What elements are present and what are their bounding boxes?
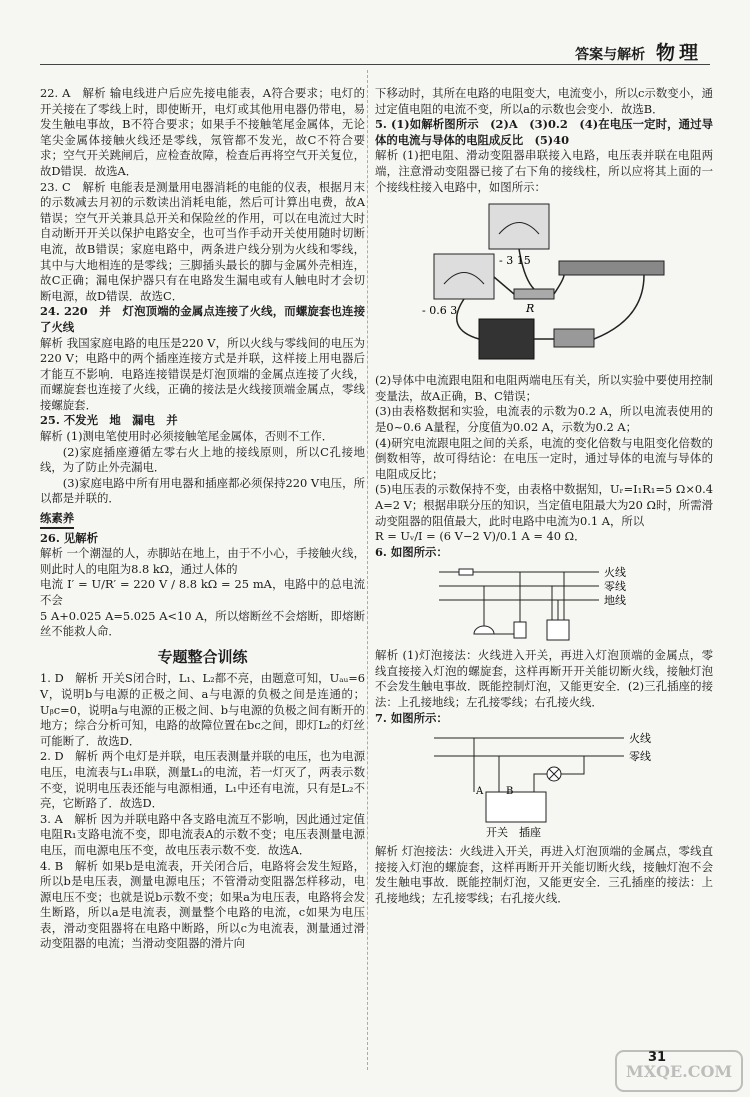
section-title: 专题整合训练	[157, 647, 248, 666]
answer-26-b: 5 A+0.025 A=5.025 A<10 A，所以熔断丝不会熔断，即熔断丝不能救人命．	[40, 608, 365, 639]
switch-icon	[514, 622, 526, 638]
lamp-icon	[474, 626, 494, 634]
fig7-b: B	[506, 786, 514, 798]
left-column	[40, 86, 365, 952]
answer-5-c: (3)由表格数据和实验，电流表的示数为0.2 A，所以电流表使用的是0~0.6 A量程，分度值为0.02 A，示数为0.2 A；	[375, 404, 713, 434]
battery-icon	[479, 319, 534, 359]
answer-5-f: R = Uᵥ/I = (6 V−2 V)/0.1 A = 40 Ω．	[375, 529, 586, 544]
answer-25-a: 解析 (1)测电笔使用时必须接触笔尾金属体，否则不工作．	[40, 429, 334, 444]
answer-22: 22. A 解析 输电线进户后应先接电能表，A符合要求；电灯的开关接在了零线上时，即使断开，电灯或其他用电器仍带电，易发生触电事故，B不符合要求；如果手不接触笔尾金属体，无论笔尖金属体接触火线还是零线，氖管都不发光，故C不符合要求；空气开关跳闸后，应检查故障，检查后再将空气开关复位，故D错误．故选A．	[40, 86, 365, 178]
ammeter-label: - 0.6 3	[422, 304, 458, 318]
header-label: 答案与解析	[575, 47, 646, 63]
voltmeter-label: - 3 15	[499, 254, 531, 268]
answer-s4: 4. B 解析 如果b是电流表，开关闭合后，电路将会发生短路，所以b是电压表，测量电源电压；不管滑动变阻器怎样移动，电源电压不变；也就是说b示数不变；如果a为电压表，电路将会发生断路，所以a是电流表，测量整个电路的电流，c如果为电压表，滑动变阻器将在电路中断路，所以c为电流表，测量通过滑动变阻器的电流；当滑动变阻器的滑片向	[40, 858, 365, 951]
wiring-figure-6	[429, 564, 659, 644]
watermark-text: MXQE.COM	[625, 1062, 733, 1081]
fuse-icon	[459, 569, 473, 575]
answer-s2: 2. D 解析 两个电灯是并联，电压表测量并联的电压，也为电源电压，电流表与L₁串联，测量L₁的电流，若一灯灭了，两表示数不变，说明电压表还能与电源相通，L₁中还有电流，只有是L₂不亮，它断路了．故选D．	[40, 749, 365, 811]
answer-24-analysis: 解析 我国家庭电路的电压是220 V，所以火线与零线间的电压为220 V；电路中的两个插座连接方式是并联，这样接上用电器后才能互不影响．电路连接错误是灯泡顶端的金属点连接了火线，而螺旋套也连接了火线，正确的接法是火线接顶端金属点，零线接螺旋套．	[40, 335, 365, 412]
page-number: 31	[648, 1050, 667, 1065]
resistor-label: R	[526, 302, 535, 316]
answer-26: 26. 见解析	[40, 530, 98, 545]
answer-s1: 1. D 解析 开关S闭合时，L₁、L₂都不亮，由题意可知，Uₐᵤ=6 V，说明b与电源的正极之间、a与电源的负极之间是连通的；Uᵦc=0，说明a与电源的正极之间、b与电源的负极之间有断开的地方；综合分析可知，电路的故障位置在bc之间，即灯L₂的灯丝可能断了．故选D．	[40, 671, 365, 748]
voltmeter-icon	[489, 204, 549, 249]
switch-socket-panel	[486, 792, 546, 822]
answer-5-a: 解析 (1)把电阻、滑动变阻器串联接入电路，电压表并联在电阻两端，注意滑动变阻器已接了右下角的接线柱，所以应将其上面的一个接线柱接入电路中，如图所示：	[375, 148, 713, 194]
resistor-icon	[514, 289, 554, 299]
answer-25: 25. 不发光 地 漏电 并	[40, 413, 178, 428]
switch-icon	[554, 329, 594, 347]
fig7-caption: 开关 插座	[486, 826, 541, 840]
answer-26-formula: 电流 I′ = U/R′ = 220 V / 8.8 kΩ = 25 mA，电路中的总电流不会	[40, 577, 365, 607]
answer-s3: 3. A 解析 因为并联电路中各支路电流互不影响，因此通过定值电阻R₁支路电流不变，即电流表A的示数不变；电压表测量电源电压，而电源电压不变，故电压表示数不变．故选A．	[40, 811, 365, 857]
answer-25-c: (3)家庭电路中所有用电器和插座都必须保持220 V电压，所以都是并联的．	[40, 475, 365, 506]
right-column	[375, 86, 713, 907]
answer-4-cont: 下移动时，其所在电路的电阻变大，电流变小，所以c示数变小，通过定值电阻的电流不变，所以a的示数也会变小．故选B．	[375, 86, 713, 116]
ammeter-icon	[434, 254, 494, 299]
answer-6: 6. 如图所示：	[375, 544, 448, 559]
fig6-live: 火线	[604, 566, 626, 580]
wiring-figure-7	[424, 730, 664, 840]
column-divider	[367, 70, 368, 1070]
socket-icon	[547, 620, 569, 640]
header-rule	[40, 64, 710, 65]
answer-23: 23. C 解析 电能表是测量用电器消耗的电能的仪表，根据月末的示数减去月初的示数读出消耗电能，然后可计算出电费，故A错误；空气开关兼具总开关和保险丝的作用，可以在电流过大时自动断开开关以保护电路安全，也可当作手动开关使用随时切断电流，故B错误；家庭电路中，两条进户线分别为火线和零线，其中与大地相连的是零线；三脚插头最长的脚与金属外壳相连，故C正确；漏电保护器只有在电路发生漏电或有人触电时才会切断电源，故D错误．故选C．	[40, 179, 365, 303]
header-subject: 物理	[655, 42, 702, 64]
circuit-photo-figure	[414, 199, 674, 369]
answer-5-d: (4)研究电流跟电阻之间的关系，电流的变化倍数与电阻变化倍数的倒数相等，故可得结论：在电压一定时，通过导体的电流与导体的电阻成反比；	[375, 435, 713, 481]
answer-25-b: (2)家庭插座遵循左零右火上地的接线原则，所以C孔接地线，为了防止外壳漏电．	[40, 444, 365, 475]
answer-7-analysis: 解析 灯泡接法：火线进入开关，再进入灯泡顶端的金属点，零线直接接入灯泡的螺旋套，这样再断开开关能切断火线，接触灯泡不会发生触电事故．既能控制灯泡，又能更安全．三孔插座的接法：上孔接地线；左孔接零线；右孔接火线．	[375, 844, 713, 906]
running-header	[575, 38, 708, 65]
fig7-a: A	[476, 786, 484, 798]
answer-7: 7. 如图所示：	[375, 710, 448, 725]
answer-26-a: 解析 一个潮湿的人，赤脚站在地上，由于不小心，手接触火线，则此时人的电阻为8.8 kΩ，通过人体的	[40, 546, 365, 576]
watermark-logo	[614, 1049, 744, 1093]
fig7-live: 火线	[629, 732, 651, 746]
answer-5-e: (5)电压表的示数保持不变，由表格中数据知，Uᵣ=I₁R₁=5 Ω×0.4 A=2 V；根据串联分压的知识，当定值电阻最大为20 Ω时，所需滑动变阻器的阻值最大，此时电路中电流为0.1 A，所以	[375, 482, 713, 528]
fig7-neutral: 零线	[629, 750, 651, 764]
fig6-ground: 地线	[604, 594, 626, 608]
answer-5: 5. (1)如解析图所示 (2)A (3)0.2 (4)在电压一定时，通过导体的电流与导体的电阻成反比 (5)40	[375, 117, 713, 147]
answer-6-analysis: 解析 (1)灯泡接法：火线进入开关，再进入灯泡顶端的金属点，零线直接接入灯泡的螺旋套，这样再断开开关能切断火线，接触灯泡不会发生触电事故．既能控制灯泡，又能更安全．(2)三孔插座的接法：上孔接地线；左孔接零线；右孔接火线．	[375, 648, 713, 710]
fig6-neutral: 零线	[604, 580, 626, 594]
answer-24: 24. 220 并 灯泡顶端的金属点连接了火线，而螺旋套也连接了火线	[40, 304, 365, 334]
section-tag: 练素养	[40, 511, 74, 529]
answer-5-b: (2)导体中电流跟电阻和电阻两端电压有关，所以实验中要使用控制变量法，故A正确，B、C错误；	[375, 373, 713, 403]
rheostat-icon	[559, 261, 664, 275]
